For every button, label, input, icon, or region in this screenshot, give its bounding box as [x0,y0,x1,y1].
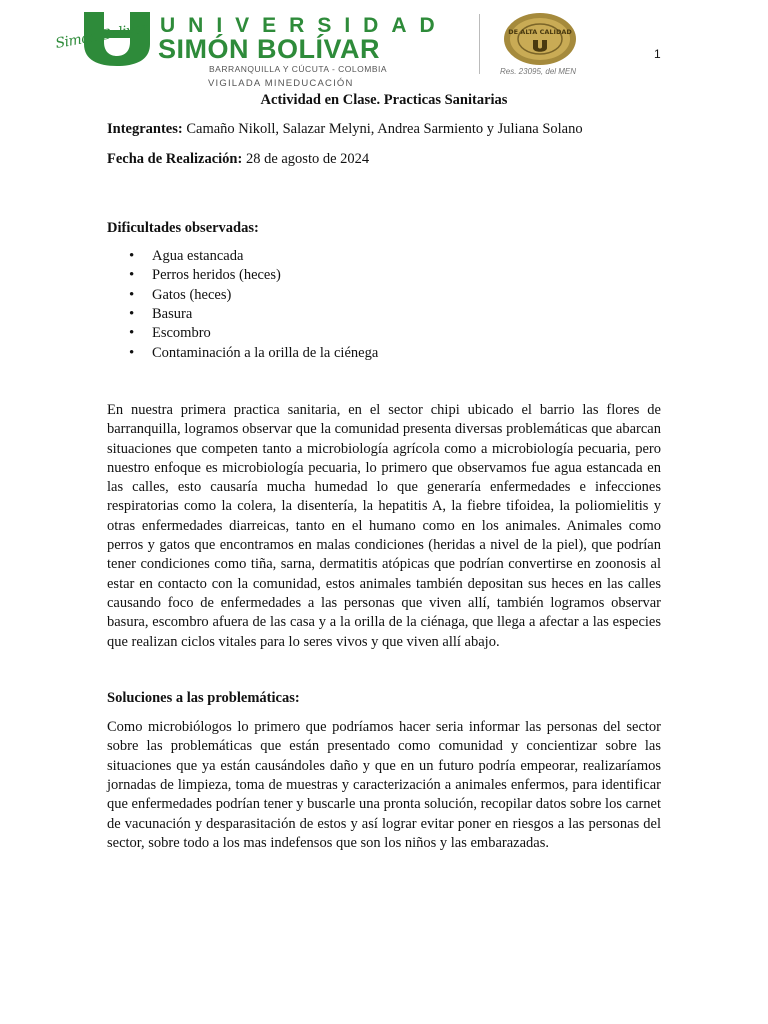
list-item: • Contaminación a la orilla de la ciénega [152,344,661,363]
fecha-label: Fecha de Realización: [107,150,243,167]
fecha-line [107,150,661,169]
list-item: • Basura [152,305,661,324]
vigilada-text: VIGILADA MINEDUCACIÓN [208,78,354,89]
script-signature-logo: Simon Bolivar [54,20,150,52]
document-body [107,91,661,853]
integrantes-label: Integrantes: [107,121,183,138]
list-item: • Perros heridos (heces) [152,266,661,285]
page-number: 1 [654,47,661,61]
list-item: • Gatos (heces) [152,286,661,305]
university-name: SIMÓN BOLÍVAR [158,34,380,64]
dificultades-list [107,247,661,363]
fecha-value: 28 de agosto de 2024 [242,150,370,167]
paragraph-solutions: Como microbiólogos lo primero que podríamos hacer seria informar las personas del sector sobre las problemáticas que están presentado como comunidad y concientizar sobre las situaciones que ya están causándoles daño y que en un futuro podría empeorar, realizaríamos jornadas de limpieza, toma de muestras y caracterización a animales enfermos, para identificar que enfermedades podrían tener y buscarle una pronta solución, recopilar datos sobre los carnet de vacunación y desparasitación de estos y así lograr evitar poner en riesgos a las personas del sector, sobre todo a los mas indefensos que son los niños y las embarazadas. [107,719,662,851]
paragraph-observations: En nuestra primera practica sanitaria, en el sector chipi ubicado el barrio las flores de barranquilla, logramos observar que la comunidad presenta diversas problemáticas que abarcan situaciones que competen tanto a microbiología agrícola como a microbiología pecuaria, pero nuestro enfoque es microbiología pecuaria, lo primero que observamos fue agua estancada en las calles, esto causaría mucha humedad lo que generaría enfermedades e infecciones respiratorias como la colera, la disentería, la hepatitis A, la fiebre tifoidea, la poliomielitis y otras enfermedades diarreicas, tanto en el humano como en los animales. Animales como perros y gatos que encontramos en malas condiciones (heridas a nivel de la piel), que podrían tener condiciones como tiña, sarna, dermatitis atópicas que podrían convertirse en zoonosis al estar en contacto con la comunidad, estos animales también depositan sus heces en las calles causando foco de enfermedades a las personas que viven allí, también logramos observar basura, escombro afuera de las casa y a la orilla de la ciénaga, que llega a afectar a las especies que realizan ciclos vitales para lo seres vivos y que viven allí abajo. [107,401,661,650]
integrantes-line [107,120,661,139]
page-header [0,0,768,92]
soluciones-heading: Soluciones a las problemáticas: [107,689,300,706]
university-cities: BARRANQUILLA Y CÚCUTA - COLOMBIA [209,64,388,74]
list-item: • Agua estancada [152,247,661,266]
dificultades-heading: Dificultades observadas: [107,219,259,236]
seal-text: DE ALTA CALIDAD [508,28,572,36]
document-title: Actividad en Clase. Practicas Sanitarias [260,92,508,108]
university-word: UNIVERSIDAD [160,14,448,37]
header-divider [479,14,480,74]
quality-seal-icon [503,12,577,66]
integrantes-value: Camaño Nikoll, Salazar Melyni, Andrea Sarmiento y Juliana Solano [182,121,583,138]
list-item: • Escombro [152,324,661,343]
seal-resolution: Res. 23095, del MEN [500,67,577,76]
